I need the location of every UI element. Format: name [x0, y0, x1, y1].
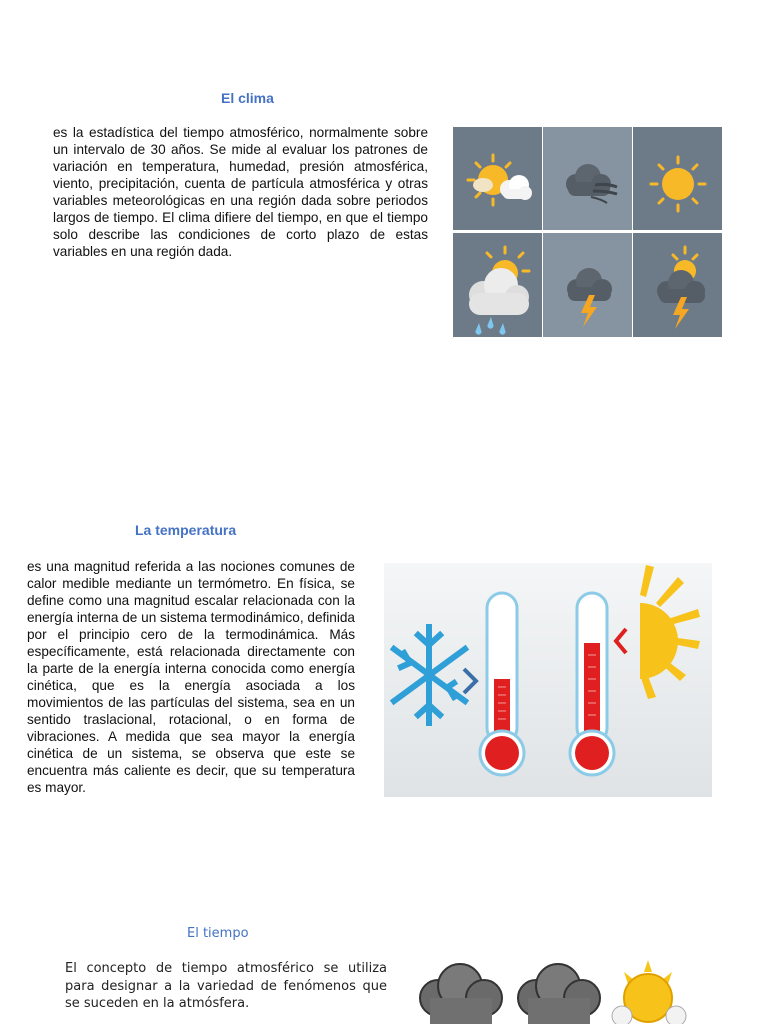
thermometers-image — [384, 563, 712, 797]
dark-cloud-icon — [518, 964, 600, 1024]
section-title-clima: El clima — [221, 90, 274, 106]
section-title-tiempo: El tiempo — [187, 926, 249, 941]
paragraph-clima: es la estadística del tiempo atmosférico, normalmente sobre un intervalo de 30 años. Se mide al evaluar los patrones de variación en temperatura, humedad, presión atmosférica, viento, precipitación, cuenta de partícula atmosférica y otras variables meteorológicas en una región dada sobre periodos largos de tiempo. El clima difiere del tiempo, en que el tiempo solo describe las condiciones de corto plazo de estas variables en una región dada. — [53, 125, 428, 259]
paragraph-tiempo: El concepto de tiempo atmosférico se utiliza para designar a la variedad de fenómenos que se suceden en la atmósfera. — [65, 961, 387, 1011]
paragraph-temperatura: es una magnitud referida a las nociones comunes de calor medible mediante un termómetro. En física, se define como una magnitud escalar relacionada con la energía interna de un sistema termodinámico, definida por el principio cero de la termodinámica. Más específicamente, está relacionada directamente con la parte de la energía interna conocida como energía cinética, que es la energía asociada a los movimientos de las partículas del sistema, sea en un sentido traslacional, rotacional, o en forma de vibraciones. A medida que sea mayor la energía cinética de un sistema, se observa que este se encuentra más caliente es decir, que su temperatura es mayor. — [27, 559, 355, 795]
weather-icons-image — [453, 127, 722, 337]
dark-cloud-icon — [420, 964, 502, 1024]
sun-cloud-icon — [612, 960, 686, 1024]
hot-thermometer-icon — [570, 593, 614, 775]
clouds-image — [416, 958, 696, 1024]
cold-thermometer-icon — [480, 593, 524, 775]
section-title-temperatura: La temperatura — [135, 522, 237, 538]
